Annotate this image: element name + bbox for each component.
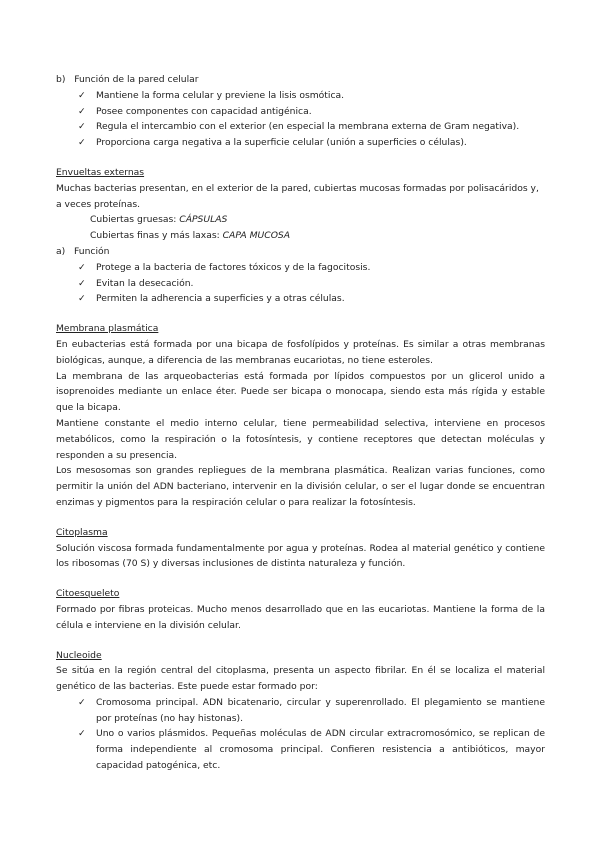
list-item: ✓ Mantiene la forma celular y previene la lisis osmótica. [78, 88, 545, 104]
list-item: ✓ Evitan la desecación. [78, 276, 545, 292]
envueltas-intro: Muchas bacterias presentan, en el exterior de la pared, cubiertas mucosas formadas por polisacáridos y, a veces proteínas. [56, 182, 539, 210]
citoplasma-heading: Citoplasma [56, 526, 108, 538]
capsulas-line: Cubiertas gruesas: CÁPSULAS [90, 214, 228, 226]
checkmark-icon: ✓ [78, 293, 86, 305]
membrana-paragraph-4: Los mesosomas son grandes repliegues de la membrana plasmática. Realizan varias funciones, como permitir la unión del ADN bacteriano, intervenir en la división celular, o ser el lugar donde se encuentran enzimas y pigmentos para la respiración celular o para realizar la fotosíntesis. [56, 465, 545, 508]
membrana-paragraph-2: La membrana de las arqueobacterias está formada por lípidos compuestos por un glicerol unido a isoprenoides mediante un enlace éter. Puede ser bicapa o monocapa, siendo esta más rígida y estable que la bicapa. [56, 370, 545, 414]
membrana-paragraph-1: En eubacterias está formada por una bicapa de fosfolípidos y proteínas. Es similar a otras membranas biológicas, aunque, a diferencia de las membranas eucariotas, no tiene esteroles. [56, 338, 545, 366]
list-item: ✓ Uno o varios plásmidos. Pequeñas moléculas de ADN circular extracromosómico, se replican de forma independiente al cromosoma principal. Confieren resistencia a antibióticos, mayor capacidad patogénica, etc. [78, 728, 545, 772]
section-b-list [56, 88, 545, 151]
nucleoide-text: Se sitúa en la región central del citoplasma, presenta un aspecto fibrilar. En él se localiza el material genético de las bacterias. Este puede estar formado por: [56, 665, 545, 693]
checkmark-icon: ✓ [78, 137, 86, 149]
checkmark-icon: ✓ [78, 105, 86, 117]
list-item: ✓ Proporciona carga negativa a la superficie celular (unión a superficies o células). [78, 135, 545, 151]
funcion-title: a) Función [56, 245, 110, 257]
checkmark-icon: ✓ [78, 121, 86, 133]
nucleoide-list [56, 695, 545, 774]
citoesqueleto-text: Formado por fibras proteicas. Mucho menos desarrollado que en las eucariotas. Mantiene la forma de la célula e interviene en la división celular. [56, 603, 545, 631]
citoesqueleto-heading: Citoesqueleto [56, 588, 120, 600]
list-item: ✓ Regula el intercambio con el exterior (en especial la membrana externa de Gram negativa). [78, 119, 545, 135]
envueltas-heading: Envueltas externas [56, 166, 145, 178]
section-b-title [56, 72, 545, 88]
funcion-list [56, 260, 545, 307]
section-b-label: b) [56, 74, 66, 85]
checkmark-icon: ✓ [78, 261, 86, 273]
membrana-heading: Membrana plasmática [56, 323, 159, 335]
membrana-paragraph-3: Mantiene constante el medio interno celular, tiene permeabilidad selectiva, interviene en procesos metabólicos, como la respiración o la fotosíntesis, y contiene receptores que detectan moléculas y responden a su presencia. [56, 417, 545, 461]
section-b-title-text: Función de la pared celular [74, 74, 199, 85]
list-item: ✓ Permiten la adherencia a superficies y a otras células. [78, 291, 545, 307]
citoplasma-text: Solución viscosa formada fundamentalmente por agua y proteínas. Rodea al material genético y contiene los ribosomas (70 S) y diversas inclusiones de distinta naturaleza y función. [56, 542, 545, 570]
checkmark-icon: ✓ [78, 89, 86, 101]
capa-mucosa-line: Cubiertas finas y más laxas: CAPA MUCOSA [90, 230, 291, 242]
checkmark-icon: ✓ [78, 696, 86, 708]
list-item: ✓ Cromosoma principal. ADN bicatenario, circular y superenrollado. El plegamiento se mantiene por proteínas (no hay histonas). [78, 696, 545, 724]
list-item: ✓ Protege a la bacteria de factores tóxicos y de la fagocitosis. [78, 260, 545, 276]
list-item: ✓ Posee componentes con capacidad antigénica. [78, 104, 545, 120]
nucleoide-heading: Nucleoide [56, 649, 102, 661]
checkmark-icon: ✓ [78, 277, 86, 289]
checkmark-icon: ✓ [78, 728, 86, 740]
